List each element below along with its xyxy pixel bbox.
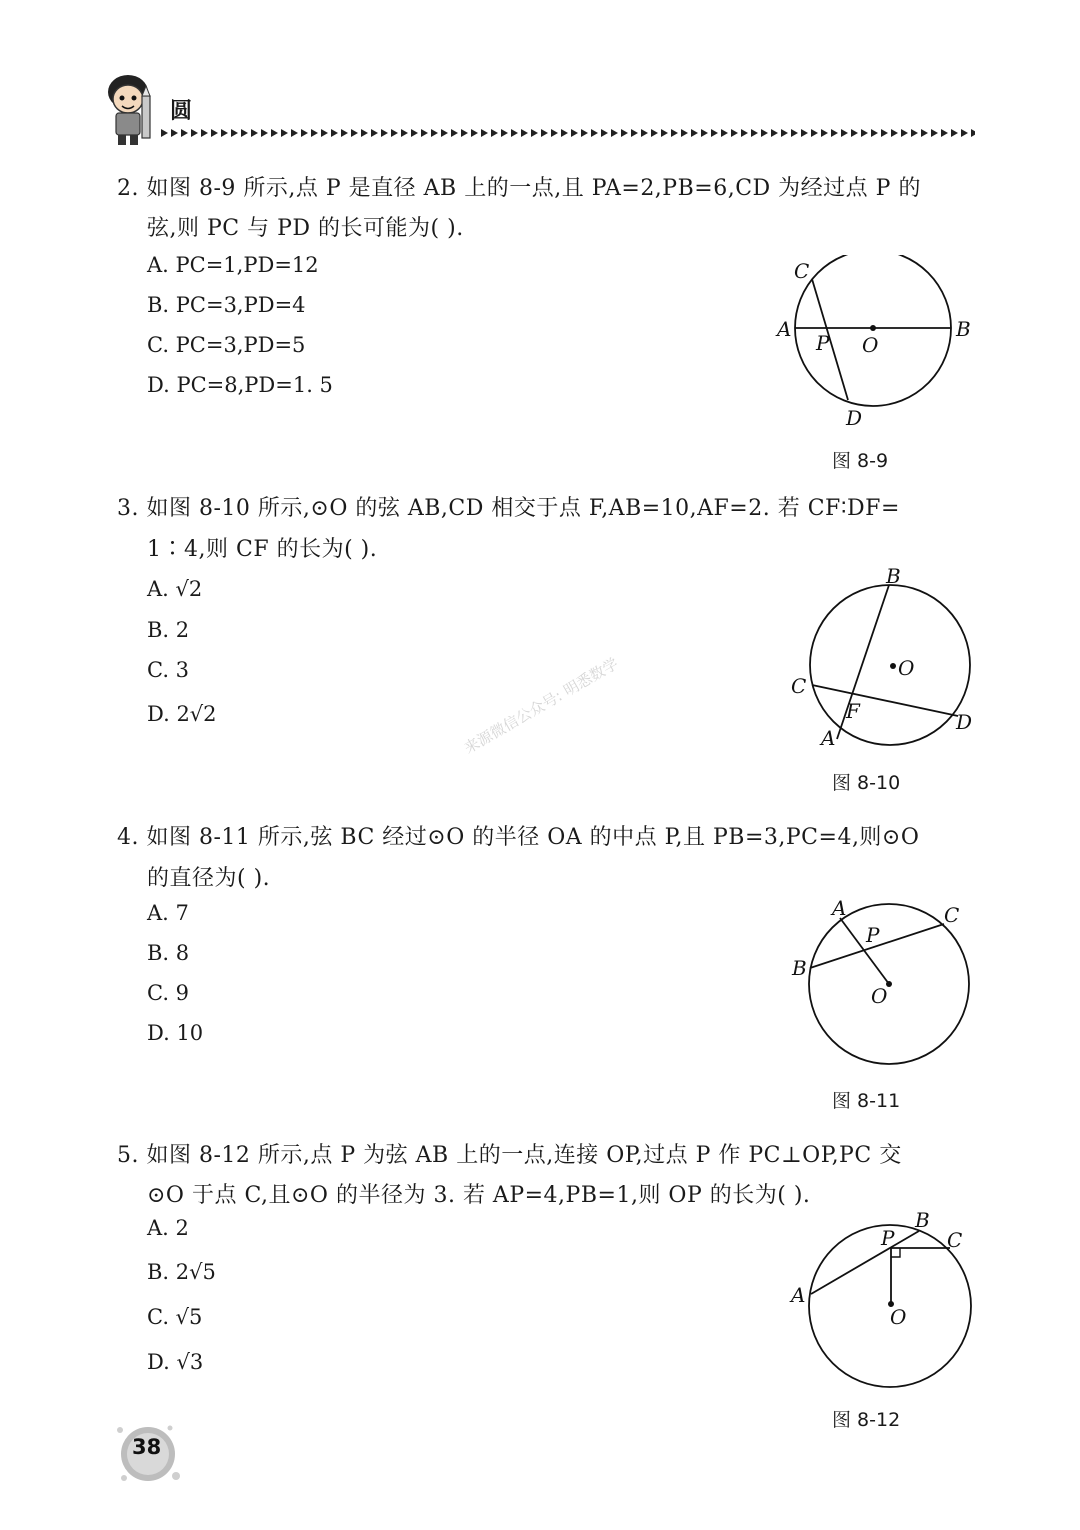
question-4-option-b: B. 8 [147, 941, 190, 965]
question-3-line-2: 1∶4,则 CF 的长为( ). [147, 537, 378, 562]
page-number: 38 [132, 1435, 162, 1459]
center-o-dot [870, 325, 876, 331]
question-3-option-a: A. √2 [147, 577, 203, 601]
label-o: O [898, 656, 915, 680]
label-b: B [886, 565, 901, 588]
figure-8-10 [780, 565, 990, 755]
label-c: C [944, 903, 960, 927]
label-p: P [881, 1226, 895, 1250]
question-5-option-c: C. √5 [147, 1305, 203, 1329]
label-o: O [890, 1305, 907, 1329]
chapter-title: 圆 [170, 99, 193, 124]
question-5-option-d: D. √3 [147, 1350, 204, 1374]
label-c: C [791, 674, 807, 698]
label-c: C [947, 1228, 963, 1252]
chord-ab [837, 585, 889, 739]
question-3-line-1: 3. 如图 8-10 所示,⊙O 的弦 AB,CD 相交于点 F,AB=10,AF=2. 若 CF∶DF= [117, 496, 900, 521]
question-2-line-2: 弦,则 PC 与 PD 的长可能为( ). [147, 216, 464, 241]
caption-8-9: 图 8-9 [832, 450, 889, 472]
question-3-option-b: B. 2 [147, 618, 190, 642]
watermark-text: 来源微信公众号: 明悉数学 [461, 654, 622, 758]
question-2-option-b: B. PC=3,PD=4 [147, 293, 306, 317]
question-4-option-a: A. 7 [147, 901, 189, 925]
question-5-option-b: B. 2√5 [147, 1260, 216, 1284]
label-o: O [871, 984, 888, 1008]
label-b: B [792, 956, 807, 980]
header-arrow-rule [160, 126, 975, 140]
question-5-option-a: A. 2 [147, 1216, 189, 1240]
label-p: P [866, 923, 880, 947]
mascot-icon [98, 72, 168, 147]
label-p: P [816, 331, 830, 355]
figure-8-12 [780, 1205, 990, 1395]
question-2-option-c: C. PC=3,PD=5 [147, 333, 306, 357]
label-b: B [915, 1208, 930, 1232]
question-4-line-2: 的直径为( ). [147, 866, 271, 891]
question-4-option-d: D. 10 [147, 1021, 204, 1045]
question-5-line-1: 5. 如图 8-12 所示,点 P 为弦 AB 上的一点,连接 OP,过点 P 作 PC⊥OP,PC 交 [117, 1143, 902, 1168]
question-2-option-d: D. PC=8,PD=1. 5 [147, 373, 333, 397]
label-c: C [794, 259, 810, 283]
question-3-option-c: C. 3 [147, 658, 190, 682]
chord-ab [811, 1231, 919, 1294]
question-2-option-a: A. PC=1,PD=12 [147, 253, 319, 277]
center-o-dot [890, 663, 896, 669]
question-2-line-1: 2. 如图 8-9 所示,点 P 是直径 AB 上的一点,且 PA=2,PB=6,CD 为经过点 P 的 [117, 176, 921, 201]
label-b: B [956, 317, 971, 341]
label-d: D [846, 406, 863, 430]
question-4-option-c: C. 9 [147, 981, 190, 1005]
label-d: D [956, 710, 973, 734]
label-o: O [862, 333, 879, 357]
question-5-line-2: ⊙O 于点 C,且⊙O 的半径为 3. 若 AP=4,PB=1,则 OP 的长为( ). [147, 1183, 811, 1208]
figure-8-10-circle [810, 585, 973, 745]
label-a: A [832, 896, 847, 920]
figure-8-9 [760, 255, 990, 435]
question-4-line-1: 4. 如图 8-11 所示,弦 BC 经过⊙O 的半径 OA 的中点 P,且 PB=3,PC=4,则⊙O [117, 825, 920, 850]
caption-8-11: 图 8-11 [832, 1090, 901, 1112]
radius-oa [840, 918, 889, 984]
question-3-option-d: D. 2√2 [147, 702, 217, 726]
label-f: F [846, 699, 860, 723]
label-a: A [791, 1283, 806, 1307]
chord-cd [812, 685, 958, 716]
label-a: A [821, 726, 836, 750]
caption-8-10: 图 8-10 [832, 772, 901, 794]
caption-8-12: 图 8-12 [832, 1409, 901, 1431]
label-a: A [777, 317, 792, 341]
figure-8-11 [780, 895, 990, 1075]
